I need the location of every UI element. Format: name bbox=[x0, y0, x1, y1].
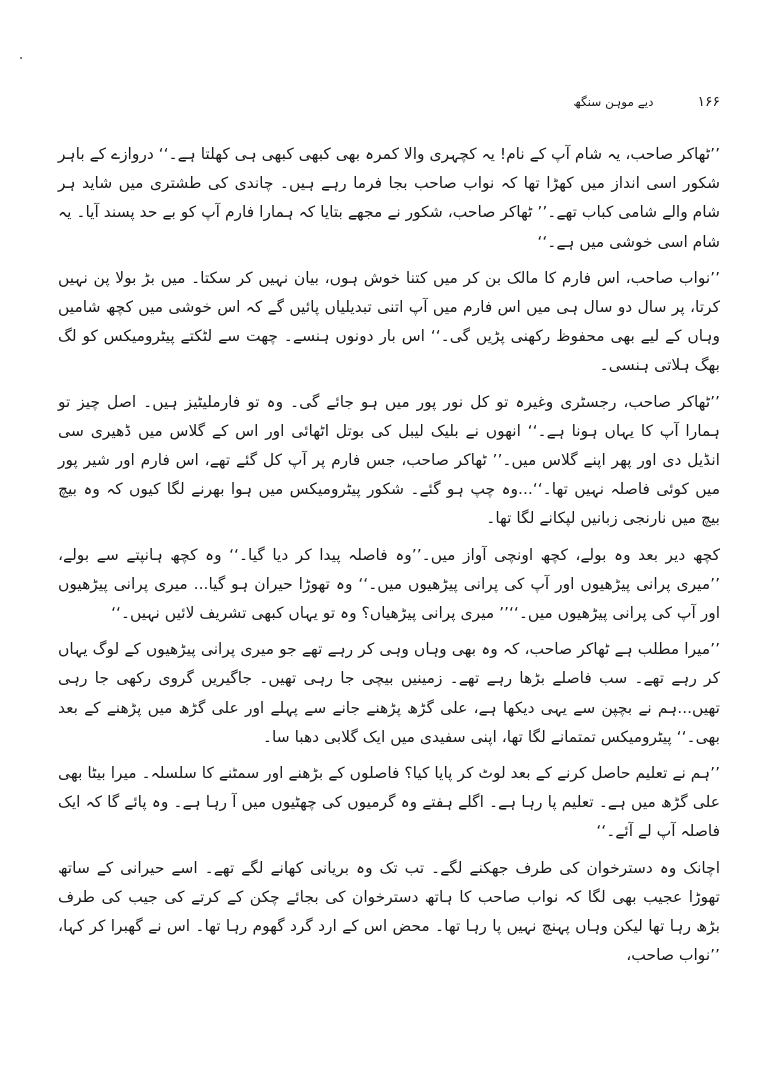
paragraph-5: ’’میرا مطلب ہے ٹھاکر صاحب، کہ وہ بھی وہاں وہی کر رہے تھے جو میری پرانی پیڑھیوں کے لوگ یہاں کر رہے تھے۔ سب فاصلے بڑھا رہے تھے۔ زمینیں بیچی جا رہی تھیں۔ جاگیریں گروی رکھی جا رہی تھیں...ہم نے بچپن سے یہی دیکھا ہے، علی گڑھ پڑھنے جانے سے پہلے اور علی گڑھ میں پڑھنے کے بعد بھی۔‘‘ پیٹرومیکس تمتمانے لگا تھا، اپنی سفیدی میں ایک گلابی دھبا سا۔ bbox=[58, 640, 720, 746]
page-header bbox=[480, 90, 720, 114]
paragraph-6: ’’ہم نے تعلیم حاصل کرنے کے بعد لوٹ کر پایا کیا؟ فاصلوں کے بڑھنے اور سمٹنے کا سلسلہ۔ میرا بیٹا بھی علی گڑھ میں ہے۔ تعلیم پا رہا ہے۔ اگلے ہفتے وہ گرمیوں کی چھٹیوں میں آ رہا ہے۔ وہ پائے گا کہ ایک فاصلہ آپ لے آئے۔‘‘ bbox=[58, 764, 720, 841]
paragraph-1: ’’ٹھاکر صاحب، یہ شام آپ کے نام! یہ کچہری والا کمرہ بھی کبھی کبھی ہی کھلتا ہے۔‘‘ دروازے کے باہر شکور اسی انداز میں کھڑا تھا کہ نواب صاحب بجا فرما رہے ہیں۔ چاندی کی طشتری میں شاید ہر شام والے شامی کباب تھے۔’’ ٹھاکر صاحب، شکور نے مجھے بتایا کہ ہمارا فارم آپ کو بے حد پسند آیا۔ یہ شام اسی خوشی میں ہے۔‘‘ bbox=[58, 145, 720, 251]
paragraph-7: اچانک وہ دسترخوان کی طرف جھکنے لگے۔ تب تک وہ بریانی کھانے لگے تھے۔ اسے حیرانی کے ساتھ تھوڑا عجیب بھی لگا کہ نواب صاحب کا ہاتھ دسترخوان کی بجائے چکن کے کرتے کی جیب کی طرف بڑھ رہا تھا لیکن وہاں پہنچ نہیں پا رہا تھا۔ محض اس کے ارد گرد گھوم رہا تھا۔ اس نے گھبرا کر کہا، ’’نواب صاحب، bbox=[58, 858, 720, 965]
paragraph-4: کچھ دیر بعد وہ بولے، کچھ اونچی آواز میں۔’’وہ فاصلہ پیدا کر دیا گیا۔‘‘ وہ کچھ ہانپتے سے بولے، ’’میری پرانی پیڑھیوں اور آپ کی پرانی پیڑھیوں میں۔‘‘ وہ تھوڑا حیران ہو گیا... میری پرانی پیڑھیوں اور آپ کی پرانی پیڑھیوں میں۔‘‘’’ میری پرانی پیڑھیاں؟ وہ تو یہاں کبھی تشریف لائیں نہیں۔‘‘ bbox=[58, 545, 720, 623]
scan-speck bbox=[20, 57, 22, 59]
running-head: دیے موہن سنگھ bbox=[573, 95, 654, 109]
paragraph-2: ’’نواب صاحب، اس فارم کا مالک بن کر میں کتنا خوش ہوں، بیان نہیں کر سکتا۔ میں بڑ بولا پن نہیں کرتا، پر سال دو سال ہی میں اس فارم میں آپ اتنی تبدیلیاں پائیں گے کہ اس خوشی میں کچھ شامیں وہاں کے لیے بھی محفوظ رکھنی پڑیں گی۔‘‘ اس بار دونوں ہنسے۔ چھت سے لٹکتے پیٹرومیکس کو لگ بھگ ہلاتی ہنسی۔ bbox=[58, 268, 720, 375]
paragraph-3: ’’ٹھاکر صاحب، رجسٹری وغیرہ تو کل نور پور میں ہو جائے گی۔ وہ تو فارملیٹیز ہیں۔ اصل چیز تو ہمارا آپ کا یہاں ہونا ہے۔‘‘ انھوں نے بلیک لیبل کی بوتل اٹھائی اور اس کے گلاس میں ڈھیری سی انڈیل دی اور پھر اپنے گلاس میں۔’’ ٹھاکر صاحب، جس فارم پر آپ کل گئے تھے، اس فارم اور شیر پور میں کوئی فاصلہ نہیں تھا۔‘‘...وہ چپ ہو گئے۔ شکور پیٹرومیکس میں ہوا بھرنے لگا کیوں کہ وہ بیچ بیچ میں نارنجی زبانیں لپکانے لگا تھا۔ bbox=[58, 392, 720, 528]
page-body bbox=[58, 140, 720, 977]
page-number: ۱۶۶ bbox=[697, 94, 720, 110]
